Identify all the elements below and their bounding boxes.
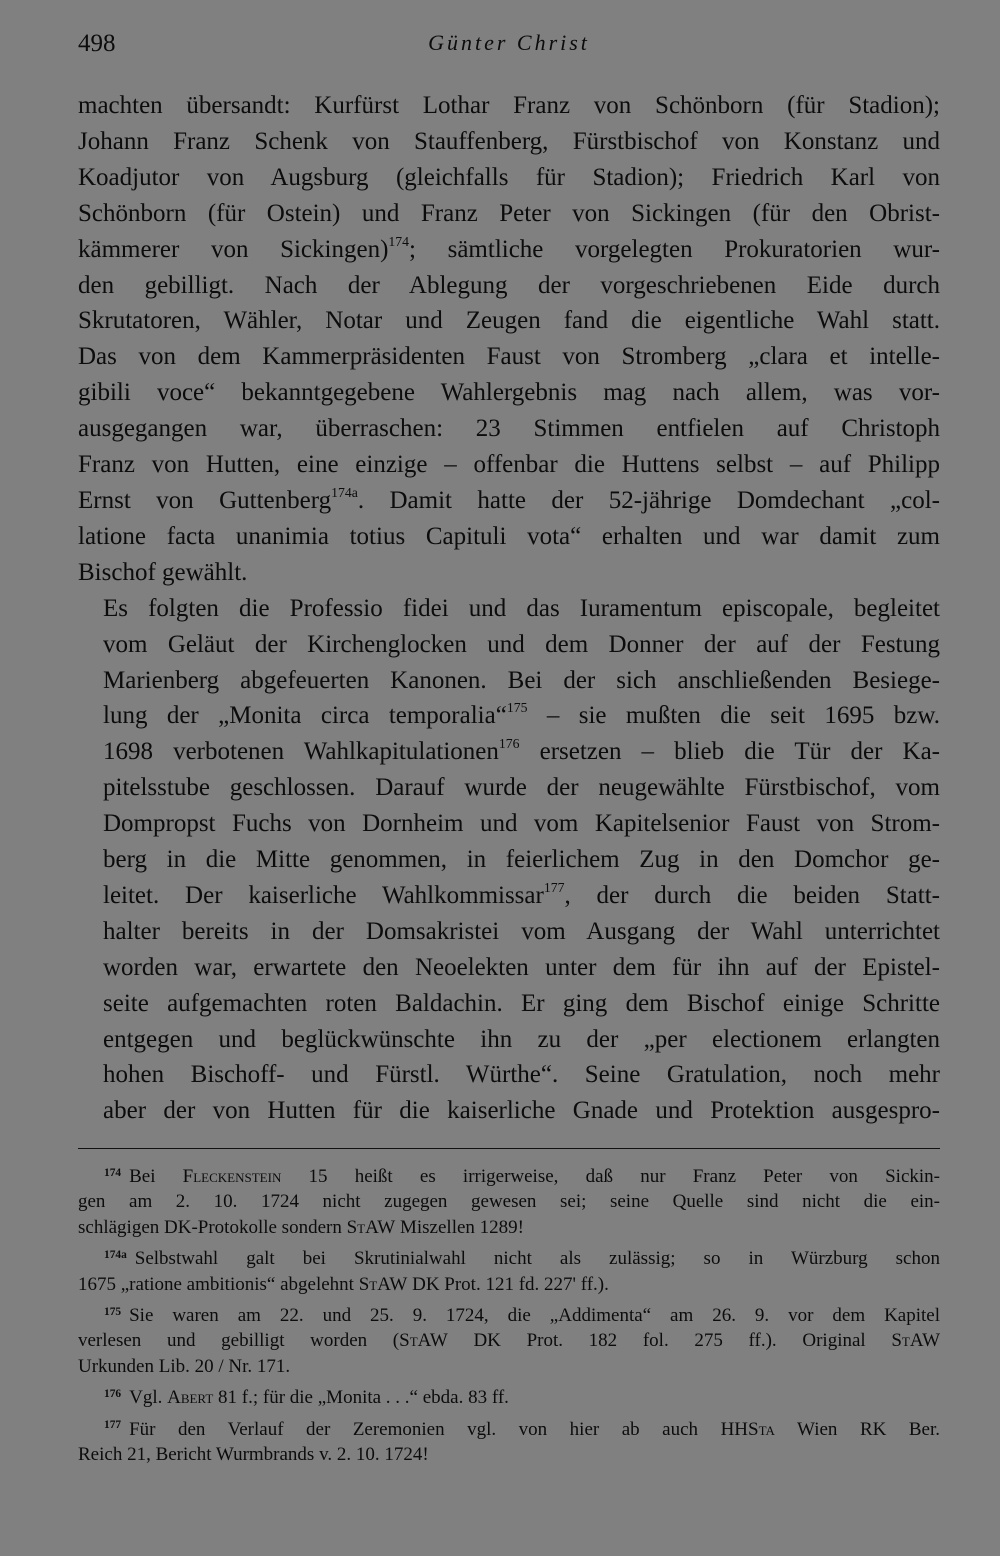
footnote-line <box>78 1272 940 1297</box>
text-line <box>78 483 940 519</box>
text-line: latione facta unanimia totius Capituli vota“ erhalten und war damit zum <box>78 522 940 550</box>
text-line <box>78 698 940 734</box>
text-line: pitelsstube geschlossen. Darauf wurde der neugewählte Fürstbischof, vom <box>103 774 940 802</box>
footnote-176 <box>78 1385 940 1410</box>
running-head: Günter Christ <box>428 30 590 55</box>
footnote-number: 174a <box>104 1248 127 1261</box>
paragraph-2 <box>78 591 940 1130</box>
footnote-ref-175: 175 <box>506 700 528 716</box>
footnote-line <box>78 1385 940 1410</box>
text-segment: leitet. Der kaiserliche Wahlkommissar <box>103 881 544 909</box>
text-line: berg in die Mitte genommen, in feierlichem Zug in den Domchor ge- <box>103 846 940 874</box>
footnote-line <box>78 1417 940 1442</box>
footnote-ref-174a: 174a <box>331 484 358 500</box>
text-segment: Für den Verlauf der Zeremonien vgl. von hier ab auch HHS <box>129 1418 759 1440</box>
footnote-ref-176: 176 <box>498 736 520 752</box>
archive-abbrev: StAW <box>346 1216 396 1238</box>
text-line: ausgegangen war, überraschen: 23 Stimmen entfielen auf Christoph <box>78 415 940 443</box>
text-segment: 1698 verbotenen Wahlkapitulationen <box>103 738 499 766</box>
text-line: Koadjutor von Augsburg (gleichfalls für Stadion); Friedrich Karl von <box>78 163 940 191</box>
footnote-divider <box>78 1148 940 1149</box>
footnote-line <box>78 1328 940 1353</box>
page-number: 498 <box>78 30 116 57</box>
text-segment: – sie mußten die seit 1695 bzw. <box>527 702 940 730</box>
footnote-number: 175 <box>104 1305 122 1318</box>
text-line: halter bereits in der Domsakristei vom Ausgang der Wahl unterrichtet <box>103 917 940 945</box>
text-line: Es folgten die Professio fidei und das Iuramentum episcopale, begleitet <box>103 594 940 622</box>
text-segment: verlesen und gebilligt worden ( <box>78 1330 400 1352</box>
archive-abbrev: StAW <box>399 1330 448 1352</box>
text-line: Marienberg abgefeuerten Kanonen. Bei der sich anschließenden Besiege- <box>103 666 940 694</box>
text-line <box>78 734 940 770</box>
text-line: machten übersandt: Kurfürst Lothar Franz von Schönborn (für Stadion); <box>78 92 940 119</box>
author-name: Abert <box>167 1387 214 1409</box>
footnote-line: Urkunden Lib. 20 / Nr. 171. <box>78 1355 291 1377</box>
footnote-175 <box>78 1303 940 1379</box>
text-segment: Selbstwahl galt bei Skrutinialwahl nicht als zulässig; so in Würzburg schon <box>134 1248 940 1270</box>
footnote-line <box>78 1164 940 1189</box>
page-header <box>78 30 940 66</box>
text-line: Franz von Hutten, eine einzige – offenbar die Huttens selbst – auf Philipp <box>78 451 940 479</box>
text-segment: . Damit hatte der 52-jährige Domdechant „col- <box>357 486 940 514</box>
text-line: hohen Bischoff- und Fürstl. Würthe“. Seine Gratulation, noch mehr <box>103 1061 940 1089</box>
text-line <box>78 232 940 268</box>
text-segment: kämmerer von Sickingen) <box>78 235 389 263</box>
text-segment: Sie waren am 22. und 25. 9. 1724, die „Addimenta“ am 26. 9. vor dem Kapitel <box>129 1305 940 1327</box>
text-segment: , der durch die beiden Statt- <box>564 881 940 909</box>
text-line: entgegen und beglückwünschte ihn zu der „per electionem erlangten <box>103 1025 940 1053</box>
footnote-line <box>78 1246 940 1271</box>
text-segment: ersetzen – blieb die Tür der Ka- <box>519 738 940 766</box>
text-line: Dompropst Fuchs von Dornheim und vom Kapitelsenior Faust von Strom- <box>103 810 940 838</box>
author-name: Fleckenstein <box>182 1166 282 1187</box>
text-line: den gebilligt. Nach der Ablegung der vorgeschriebenen Eide durch <box>78 271 940 299</box>
archive-abbrev-suffix: ta <box>758 1418 775 1440</box>
footnotes <box>78 1164 940 1473</box>
footnote-line <box>78 1303 940 1328</box>
archive-abbrev: StAW <box>358 1273 408 1295</box>
footnote-174a <box>78 1246 940 1297</box>
text-segment: Wien RK Ber. <box>774 1418 940 1440</box>
footnote-number: 176 <box>104 1387 122 1400</box>
archive-abbrev: StAW <box>891 1330 940 1352</box>
footnote-line: gen am 2. 10. 1724 nicht zugegen gewesen sei; seine Quelle sind nicht die ein- <box>78 1191 940 1213</box>
footnote-line: Reich 21, Bericht Wurmbrands v. 2. 10. 1724! <box>78 1444 429 1466</box>
footnote-line <box>78 1215 940 1240</box>
paragraph-1 <box>78 88 940 591</box>
text-segment: Ernst von Guttenberg <box>78 486 332 514</box>
text-line: Bischof gewählt. <box>78 558 248 586</box>
text-line: Schönborn (für Ostein) und Franz Peter von Sickingen (für den Obrist- <box>78 199 940 227</box>
text-segment: lung der „Monita circa temporalia“ <box>103 702 507 730</box>
footnote-ref-174: 174 <box>388 233 410 249</box>
text-segment: ; sämtliche vorgelegten Prokuratorien wur- <box>409 235 940 263</box>
main-text <box>78 88 940 1129</box>
text-segment: DK Prot. 121 fd. 227' ff.). <box>407 1273 609 1295</box>
footnote-number: 177 <box>104 1419 122 1432</box>
text-segment: Miszellen 1289! <box>395 1216 524 1238</box>
text-segment: DK Prot. 182 fol. 275 ff.). Original <box>447 1330 892 1352</box>
footnote-174 <box>78 1164 940 1240</box>
footnote-number: 174 <box>104 1166 122 1179</box>
text-segment: 15 heißt es irrigerweise, daß nur Franz Peter von Sickin- <box>281 1166 940 1187</box>
footnote-177 <box>78 1417 940 1468</box>
text-segment: 81 f.; für die „Monita . . .“ ebda. 83 ff. <box>213 1387 509 1409</box>
text-segment: Vgl. <box>129 1387 168 1409</box>
text-line: worden war, erwartete den Neoelekten unter dem für ihn auf der Epistel- <box>103 953 940 981</box>
text-line: gibili voce“ bekanntgegebene Wahlergebnis mag nach allem, was vor- <box>78 379 940 407</box>
text-line: vom Geläut der Kirchenglocken und dem Donner der auf der Festung <box>103 630 940 658</box>
footnote-ref-177: 177 <box>543 879 565 895</box>
text-line <box>78 878 940 914</box>
text-segment: schlägigen DK-Protokolle sondern <box>78 1216 347 1238</box>
text-line: Das von dem Kammerpräsidenten Faust von Stromberg „clara et intelle- <box>78 343 940 371</box>
text-segment: 1675 „ratione ambitionis“ abgelehnt <box>78 1273 359 1295</box>
text-segment: Bei <box>129 1166 183 1187</box>
text-line: Johann Franz Schenk von Stauffenberg, Fürstbischof von Konstanz und <box>78 127 940 155</box>
text-line: aber der von Hutten für die kaiserliche Gnade und Protektion ausgespro- <box>103 1097 940 1125</box>
text-line: seite aufgemachten roten Baldachin. Er ging dem Bischof einige Schritte <box>103 989 940 1017</box>
text-line: Skrutatoren, Wähler, Notar und Zeugen fand die eigentliche Wahl statt. <box>78 307 940 335</box>
